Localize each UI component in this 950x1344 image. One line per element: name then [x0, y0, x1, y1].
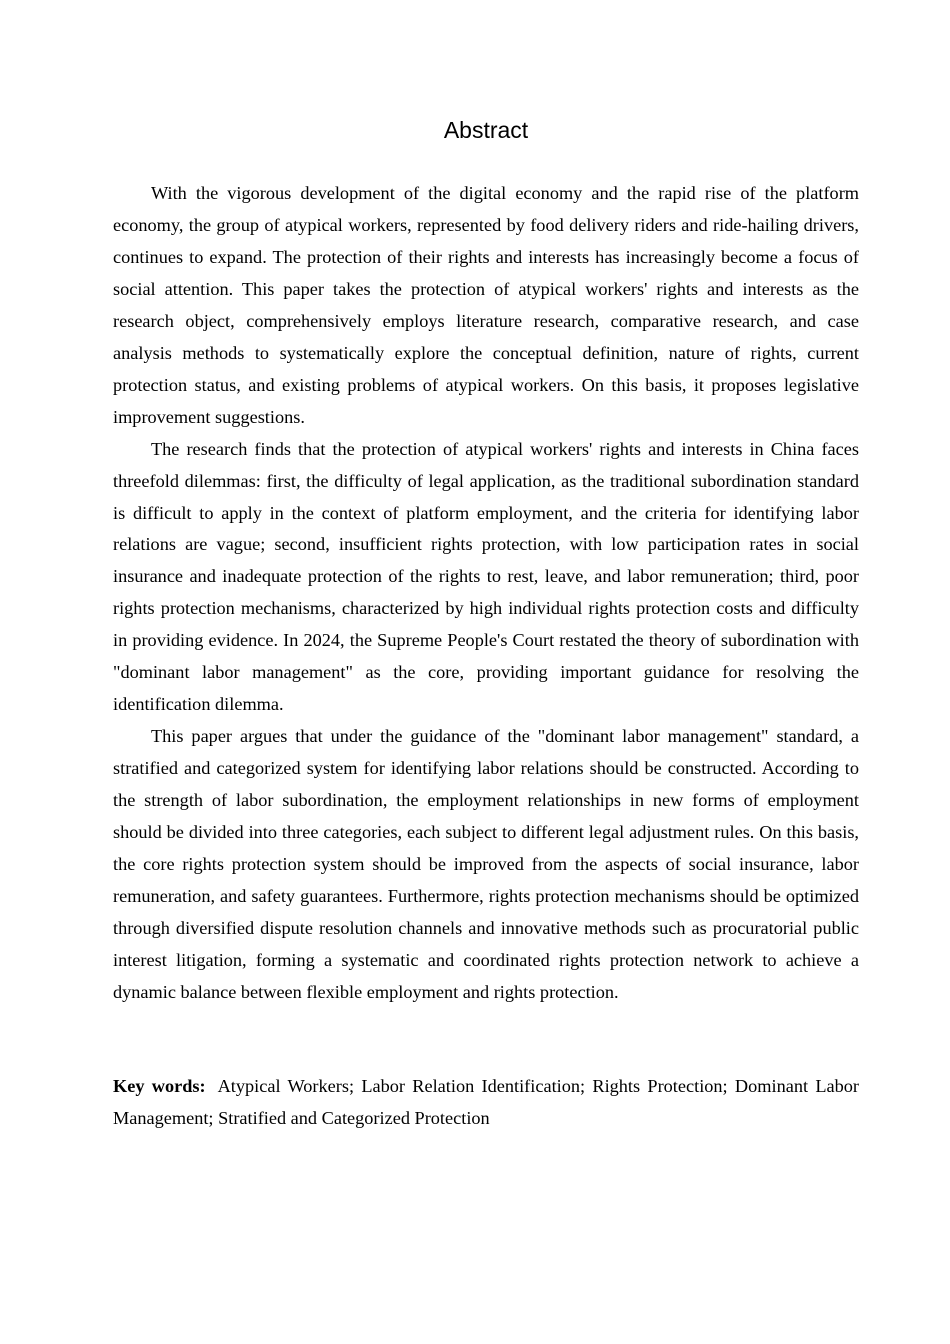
abstract-body — [113, 178, 859, 1009]
abstract-title: Abstract — [443, 117, 529, 143]
abstract-paragraph-3: This paper argues that under the guidance of the "dominant labor management" standard, a stratified and categorized system for identifying labor relations should be constructed. According to the strength of labor subordination, the employment relationships in new forms of employment should be divided into three categories, each subject to different legal adjustment rules. On this basis, the core rights protection system should be improved from the aspects of social insurance, labor remuneration, and safety guarantees. Furthermore, rights protection mechanisms should be optimized through diversified dispute resolution channels and innovative methods such as procuratorial public interest litigation, forming a systematic and coordinated rights protection network to achieve a dynamic balance between flexible employment and rights protection. — [113, 726, 859, 1002]
keywords-section — [113, 1071, 859, 1135]
keywords-text: Atypical Workers; Labor Relation Identification; Rights Protection; Dominant Labor Management; Stratified and Categorized Protection — [113, 1076, 859, 1128]
keywords-label: Key words: — [113, 1076, 206, 1096]
abstract-paragraph-1: With the vigorous development of the digital economy and the rapid rise of the platform economy, the group of atypical workers, represented by food delivery riders and ride-hailing drivers, continues to expand. The protection of their rights and interests has increasingly become a focus of social attention. This paper takes the protection of atypical workers' rights and interests as the research object, comprehensively employs literature research, comparative research, and case analysis methods to systematically explore the conceptual definition, nature of rights, current protection status, and existing problems of atypical workers. On this basis, it proposes legislative improvement suggestions. — [113, 183, 859, 427]
abstract-paragraph-2: The research finds that the protection of atypical workers' rights and interests in China faces threefold dilemmas: first, the difficulty of legal application, as the traditional subordination standard is difficult to apply in the context of platform employment, and the criteria for identifying labor relations are vague; second, insufficient rights protection, with low participation rates in social insurance and inadequate protection of the rights to rest, leave, and labor remuneration; third, poor rights protection mechanisms, characterized by high individual rights protection costs and difficulty in providing evidence. In 2024, the Supreme People's Court restated the theory of subordination with "dominant labor management" as the core, providing important guidance for resolving the identification dilemma. — [113, 438, 859, 715]
